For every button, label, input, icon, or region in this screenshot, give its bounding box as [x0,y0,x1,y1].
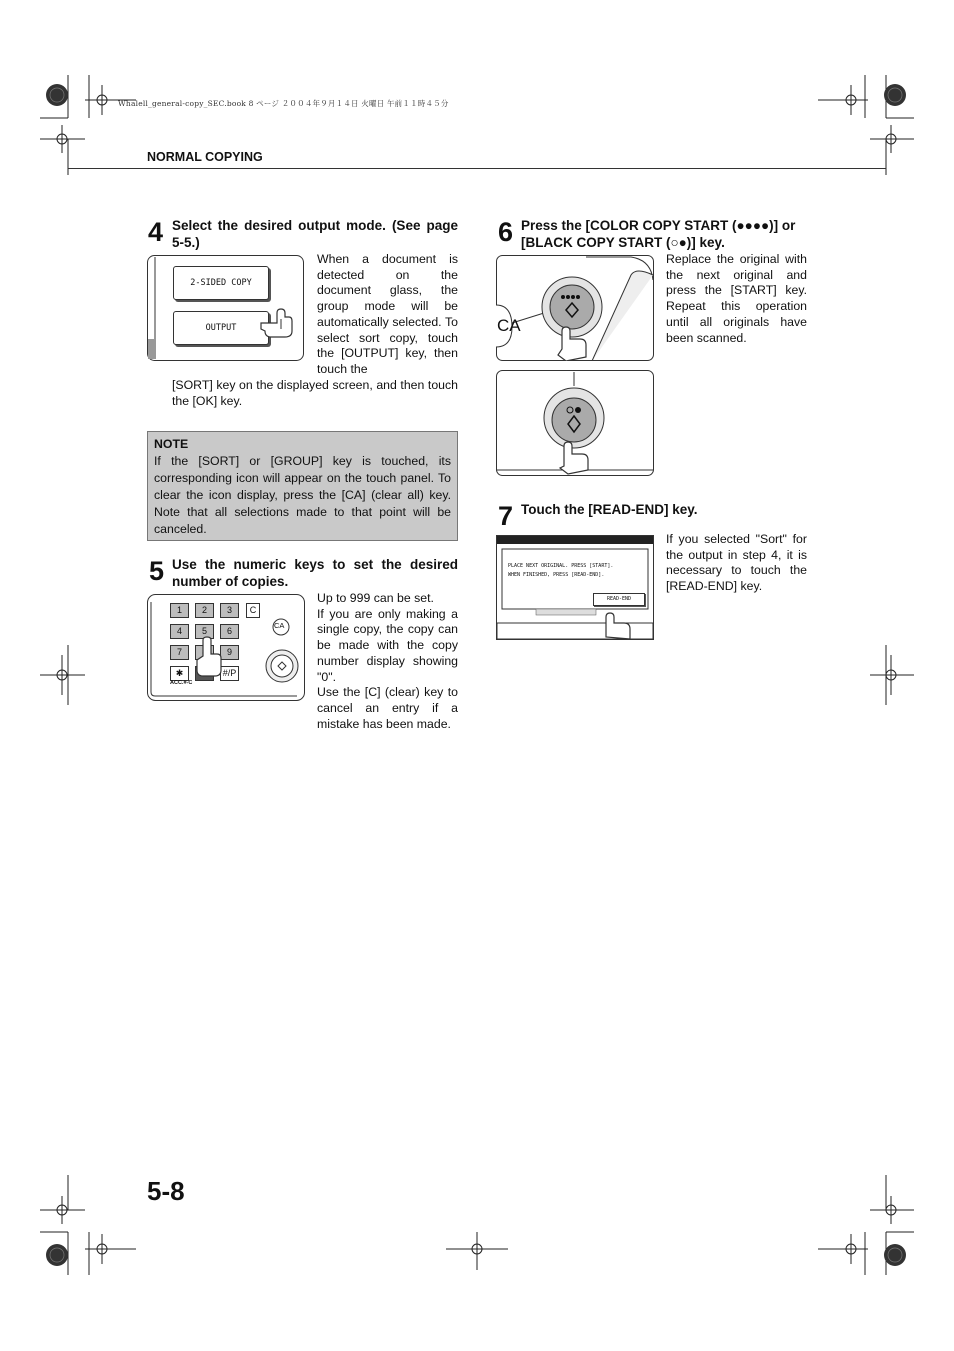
step-5-heading: Use the numeric keys to set the desired number of copies. [172,557,458,589]
two-sided-copy-button[interactable]: 2-SIDED COPY [173,266,269,300]
key-2[interactable]: 2 [195,603,214,618]
step-4-text: When a document is detected on the document glass, the group mode will be automatically selected. To select sort copy, touch the [OUTPUT] key, then touch the [317,252,458,376]
numeric-keypad-illustration [147,594,305,701]
section-title: NORMAL COPYING [147,150,263,164]
note-title: NOTE [154,437,189,451]
key-5[interactable]: 5 [195,624,214,639]
note-text: If the [SORT] or [GROUP] key is touched, its corresponding icon will appear on the touch panel. To clear the icon display, press the [CA] (clear all) key. Note that all selections made to that point will be canceled. [154,454,451,536]
key-9[interactable]: 9 [220,645,239,660]
step-4-text-continued: [SORT] key on the displayed screen, and then touch the [OK] key. [172,378,458,408]
read-end-screen-illustration [496,535,654,640]
file-header: Whalell_general-copy_SEC.book 8 ページ ２００４年９月１４日 火曜日 午前１１時４５分 [118,99,449,108]
key-7[interactable]: 7 [170,645,189,660]
step-6-text: Replace the original with the next original and press the [START] key. Repeat this operation until all originals have been scanned. [666,252,807,345]
key-hash-p[interactable]: #/P [220,666,239,681]
step-5-number: 5 [149,556,165,586]
output-button[interactable]: OUTPUT [173,311,269,345]
output-panel-illustration [147,255,304,361]
color-start-graphic [496,255,654,361]
black-start-graphic [496,370,654,476]
acc-label: ACC.#-C [170,680,193,686]
key-1[interactable]: 1 [170,603,189,618]
key-asterisk[interactable]: ✱ [170,666,189,681]
step-7-heading: Touch the [READ-END] key. [521,502,698,517]
key-6[interactable]: 6 [220,624,239,639]
screen-message-line-2: WHEN FINISHED, PRESS [READ-END]. [508,572,605,578]
key-4[interactable]: 4 [170,624,189,639]
step-6-number: 6 [498,217,514,247]
step-6-heading: Press the [COLOR COPY START (●●●●)] or [BLACK COPY START (○●)] key. [521,218,796,250]
screen-message [508,562,613,580]
header-rule [68,168,886,169]
ca-key-label[interactable]: CA [274,621,285,630]
step-4-heading: Select the desired output mode. (See page 5-5.) [172,218,458,250]
screen-frame-graphic [496,535,654,640]
color-start-key-illustration [496,255,654,361]
step-5-text-line-2: If you are only making a single copy, the copy can be made with the copy number display showing "0". [317,606,458,684]
pointing-hand-icon [259,307,293,339]
screen-message-line-1: PLACE NEXT ORIGINAL. PRESS [START]. [508,563,614,569]
ca-key-label[interactable]: CA [497,316,521,335]
step-5-text [317,591,458,732]
step-4-number: 4 [148,217,164,247]
note-box [147,431,458,541]
step-7-text: If you selected "Sort" for the output in step 4, it is necessary to touch the [READ-END] key. [666,532,807,594]
pressing-finger-icon [193,636,225,678]
read-end-button[interactable]: READ-END [593,593,645,606]
key-clear[interactable]: C [246,603,260,618]
step-5-text-line-1: Up to 999 can be set. [317,591,434,605]
black-start-key-illustration [496,370,654,476]
key-3[interactable]: 3 [220,603,239,618]
step-7-number: 7 [498,501,514,531]
page-number: 5-8 [147,1176,185,1206]
step-5-text-line-3: Use the [C] (clear) key to cancel an entry if a mistake has been made. [317,685,458,731]
